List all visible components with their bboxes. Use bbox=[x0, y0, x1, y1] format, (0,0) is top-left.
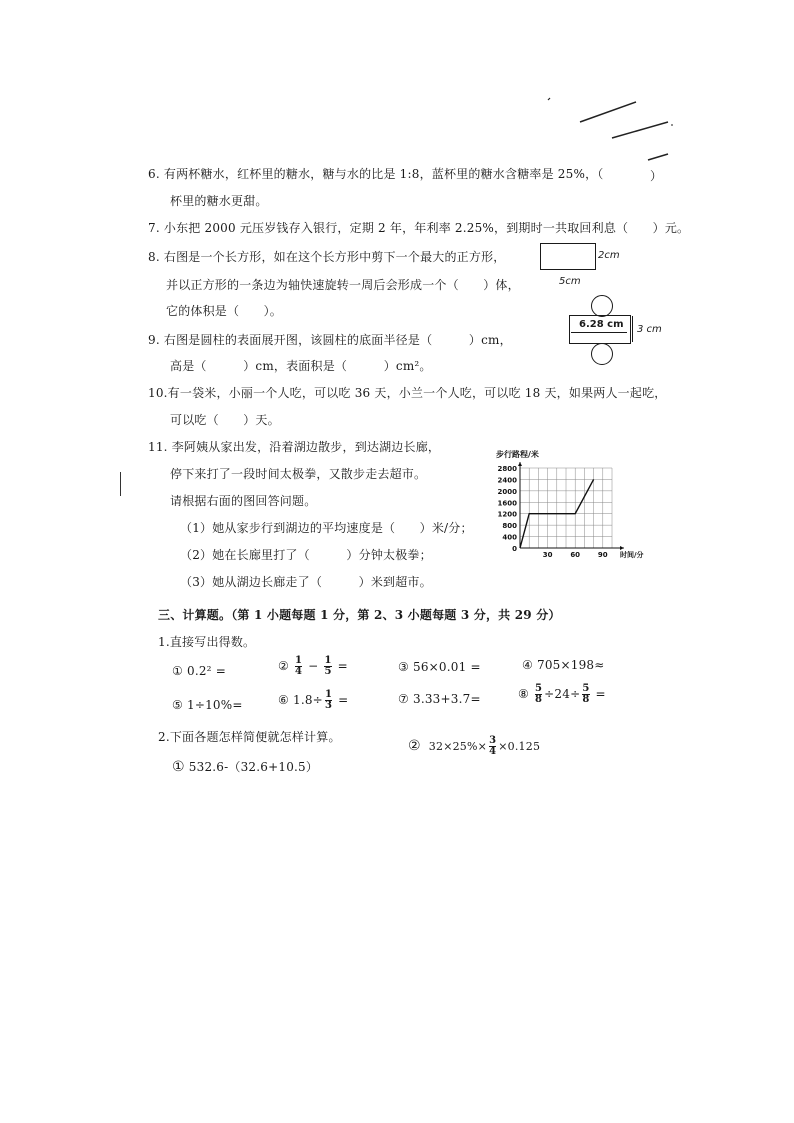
calc-item-6 bbox=[278, 690, 348, 711]
margin-mark bbox=[120, 472, 121, 496]
equals: = bbox=[337, 659, 348, 673]
fraction: $\frac{1}{3}$ bbox=[324, 689, 333, 711]
q9-line1: 9. 右图是圆柱的表面展开图，该圆柱的底面半径是（ ）cm， bbox=[148, 333, 512, 347]
section3-part2-title: 2.下面各题怎样简便就怎样计算。 bbox=[158, 730, 341, 744]
x-tick-label: 30 bbox=[542, 551, 553, 559]
fraction: $\frac{3}{4}$ bbox=[489, 735, 497, 757]
q8-rectangle-figure bbox=[540, 243, 596, 270]
calc-item-2 bbox=[278, 656, 348, 677]
q10-line1: 10.有一袋米，小丽一个人吃，可以吃 36 天，小兰一个人吃，可以吃 18 天，如果两人一起吃， bbox=[148, 386, 667, 400]
q11-line2: 停下来打了一段时间太极拳，又散步走去超市。 bbox=[170, 467, 427, 481]
item-number: ⑤ bbox=[172, 698, 183, 712]
q11-sub2: （2）她在长廊里打了（ ）分钟太极拳； bbox=[180, 548, 432, 562]
scan-marks bbox=[540, 90, 680, 170]
y-tick-label: 800 bbox=[502, 522, 517, 531]
item-number: ④ bbox=[522, 658, 533, 672]
fraction: $\frac{5}{8}$ bbox=[582, 683, 590, 705]
item-number: ② bbox=[278, 659, 289, 673]
q8-width-label: 5cm bbox=[559, 276, 581, 287]
calc-item-8 bbox=[518, 684, 606, 705]
calc2-item-2 bbox=[408, 736, 540, 757]
q8-height-label: 2cm bbox=[598, 250, 620, 261]
item-number: ⑦ bbox=[398, 692, 409, 706]
calc-item-4 bbox=[522, 658, 605, 672]
equals: = bbox=[338, 693, 349, 707]
q9-height-label: 3 cm bbox=[637, 324, 662, 335]
q6-line1: 6. 有两杯糖水，红杯里的糖水，糖与水的比是 1:8，蓝杯里的糖水含糖率是 25%，（ bbox=[148, 167, 604, 181]
fraction: $\frac{1}{5}$ bbox=[324, 655, 332, 677]
y-tick-label: 1200 bbox=[497, 510, 517, 519]
q8-line1: 8. 右图是一个长方形，如在这个长方形中剪下一个最大的正方形， bbox=[148, 250, 506, 264]
x-tick-label: 60 bbox=[570, 551, 581, 559]
item-expression: 705×198≈ bbox=[536, 658, 605, 672]
y-tick-label: 2000 bbox=[497, 487, 517, 496]
calc-item-5 bbox=[172, 698, 243, 712]
calc-item-3 bbox=[398, 660, 481, 674]
item-expression: ÷24÷ bbox=[544, 687, 581, 701]
q11-sub3: （3）她从湖边长廊走了（ ）米到超市。 bbox=[180, 575, 432, 589]
q9-bottom-circle bbox=[591, 343, 613, 365]
q9-length-label: 6.28 cm bbox=[579, 319, 624, 330]
y-tick-label: 2800 bbox=[497, 465, 517, 473]
q6-paren-close: ） bbox=[650, 169, 663, 183]
item-number: ③ bbox=[398, 660, 409, 674]
x-axis-label: 时间/分 bbox=[620, 551, 644, 559]
q7-line1: 7. 小东把 2000 元压岁钱存入银行，定期 2 年，年利率 2.25%，到期时一共取回利息（ ）元。 bbox=[148, 221, 690, 235]
calc-item-1 bbox=[172, 664, 226, 678]
item-expression: 32×25%× bbox=[428, 740, 488, 753]
item-number: ⑧ bbox=[518, 687, 529, 701]
item-expression: 56×0.01 = bbox=[412, 660, 481, 674]
y-axis-label: 步行路程/米 bbox=[496, 450, 539, 459]
item-number: ① bbox=[172, 759, 185, 775]
item-expression: 3.33+3.7= bbox=[412, 692, 481, 706]
calc2-item-1 bbox=[172, 758, 318, 775]
y-tick-label: 2400 bbox=[497, 476, 517, 485]
item-expression: ×0.125 bbox=[498, 740, 541, 753]
item-expression: 1÷10%= bbox=[186, 698, 243, 712]
y-axis-arrow bbox=[518, 462, 522, 466]
q11-sub1: （1）她从家步行到湖边的平均速度是（ ）米/分； bbox=[180, 521, 473, 535]
distance-time-chart bbox=[490, 446, 644, 562]
section3-title: 三、计算题。（第 1 小题每题 1 分，第 2、3 小题每题 3 分，共 29 分） bbox=[158, 608, 561, 622]
q9-length-line bbox=[571, 332, 627, 333]
q11-line1: 11. 李阿姨从家出发，沿着湖边散步，到达湖边长廊， bbox=[148, 440, 441, 454]
item-expression: 532.6-（32.6+10.5） bbox=[188, 760, 319, 774]
item-expression: 1.8÷ bbox=[292, 693, 323, 707]
q6-line2: 杯里的糖水更甜。 bbox=[170, 194, 268, 208]
y-tick-label: 400 bbox=[502, 533, 517, 542]
item-number: ⑥ bbox=[278, 693, 289, 707]
y-tick-label: 0 bbox=[512, 545, 517, 553]
q8-line2: 并以正方形的一条边为轴快速旋转一周后会形成一个（ ）体， bbox=[166, 278, 520, 292]
fraction: $\frac{5}{8}$ bbox=[534, 683, 543, 705]
x-tick-label: 90 bbox=[597, 551, 608, 559]
q9-line2: 高是（ ）cm，表面积是（ ）cm²。 bbox=[170, 359, 432, 373]
y-tick-label: 1600 bbox=[497, 499, 517, 508]
equals: = bbox=[595, 687, 606, 701]
operator: − bbox=[308, 659, 319, 673]
calc-item-7 bbox=[398, 692, 481, 706]
q11-line3: 请根据右面的图回答问题。 bbox=[170, 494, 317, 508]
x-axis-arrow bbox=[620, 546, 624, 550]
item-number: ② bbox=[408, 738, 421, 754]
q8-line3: 它的体积是（ ）。 bbox=[166, 304, 283, 318]
section3-part1-title: 1.直接写出得数。 bbox=[158, 635, 256, 649]
item-expression: 0.2² = bbox=[186, 664, 226, 678]
q9-height-bracket bbox=[632, 316, 636, 342]
fraction: $\frac{1}{4}$ bbox=[294, 655, 303, 677]
q9-top-circle bbox=[591, 295, 613, 317]
item-number: ① bbox=[172, 664, 183, 678]
q10-line2: 可以吃（ ）天。 bbox=[170, 413, 280, 427]
